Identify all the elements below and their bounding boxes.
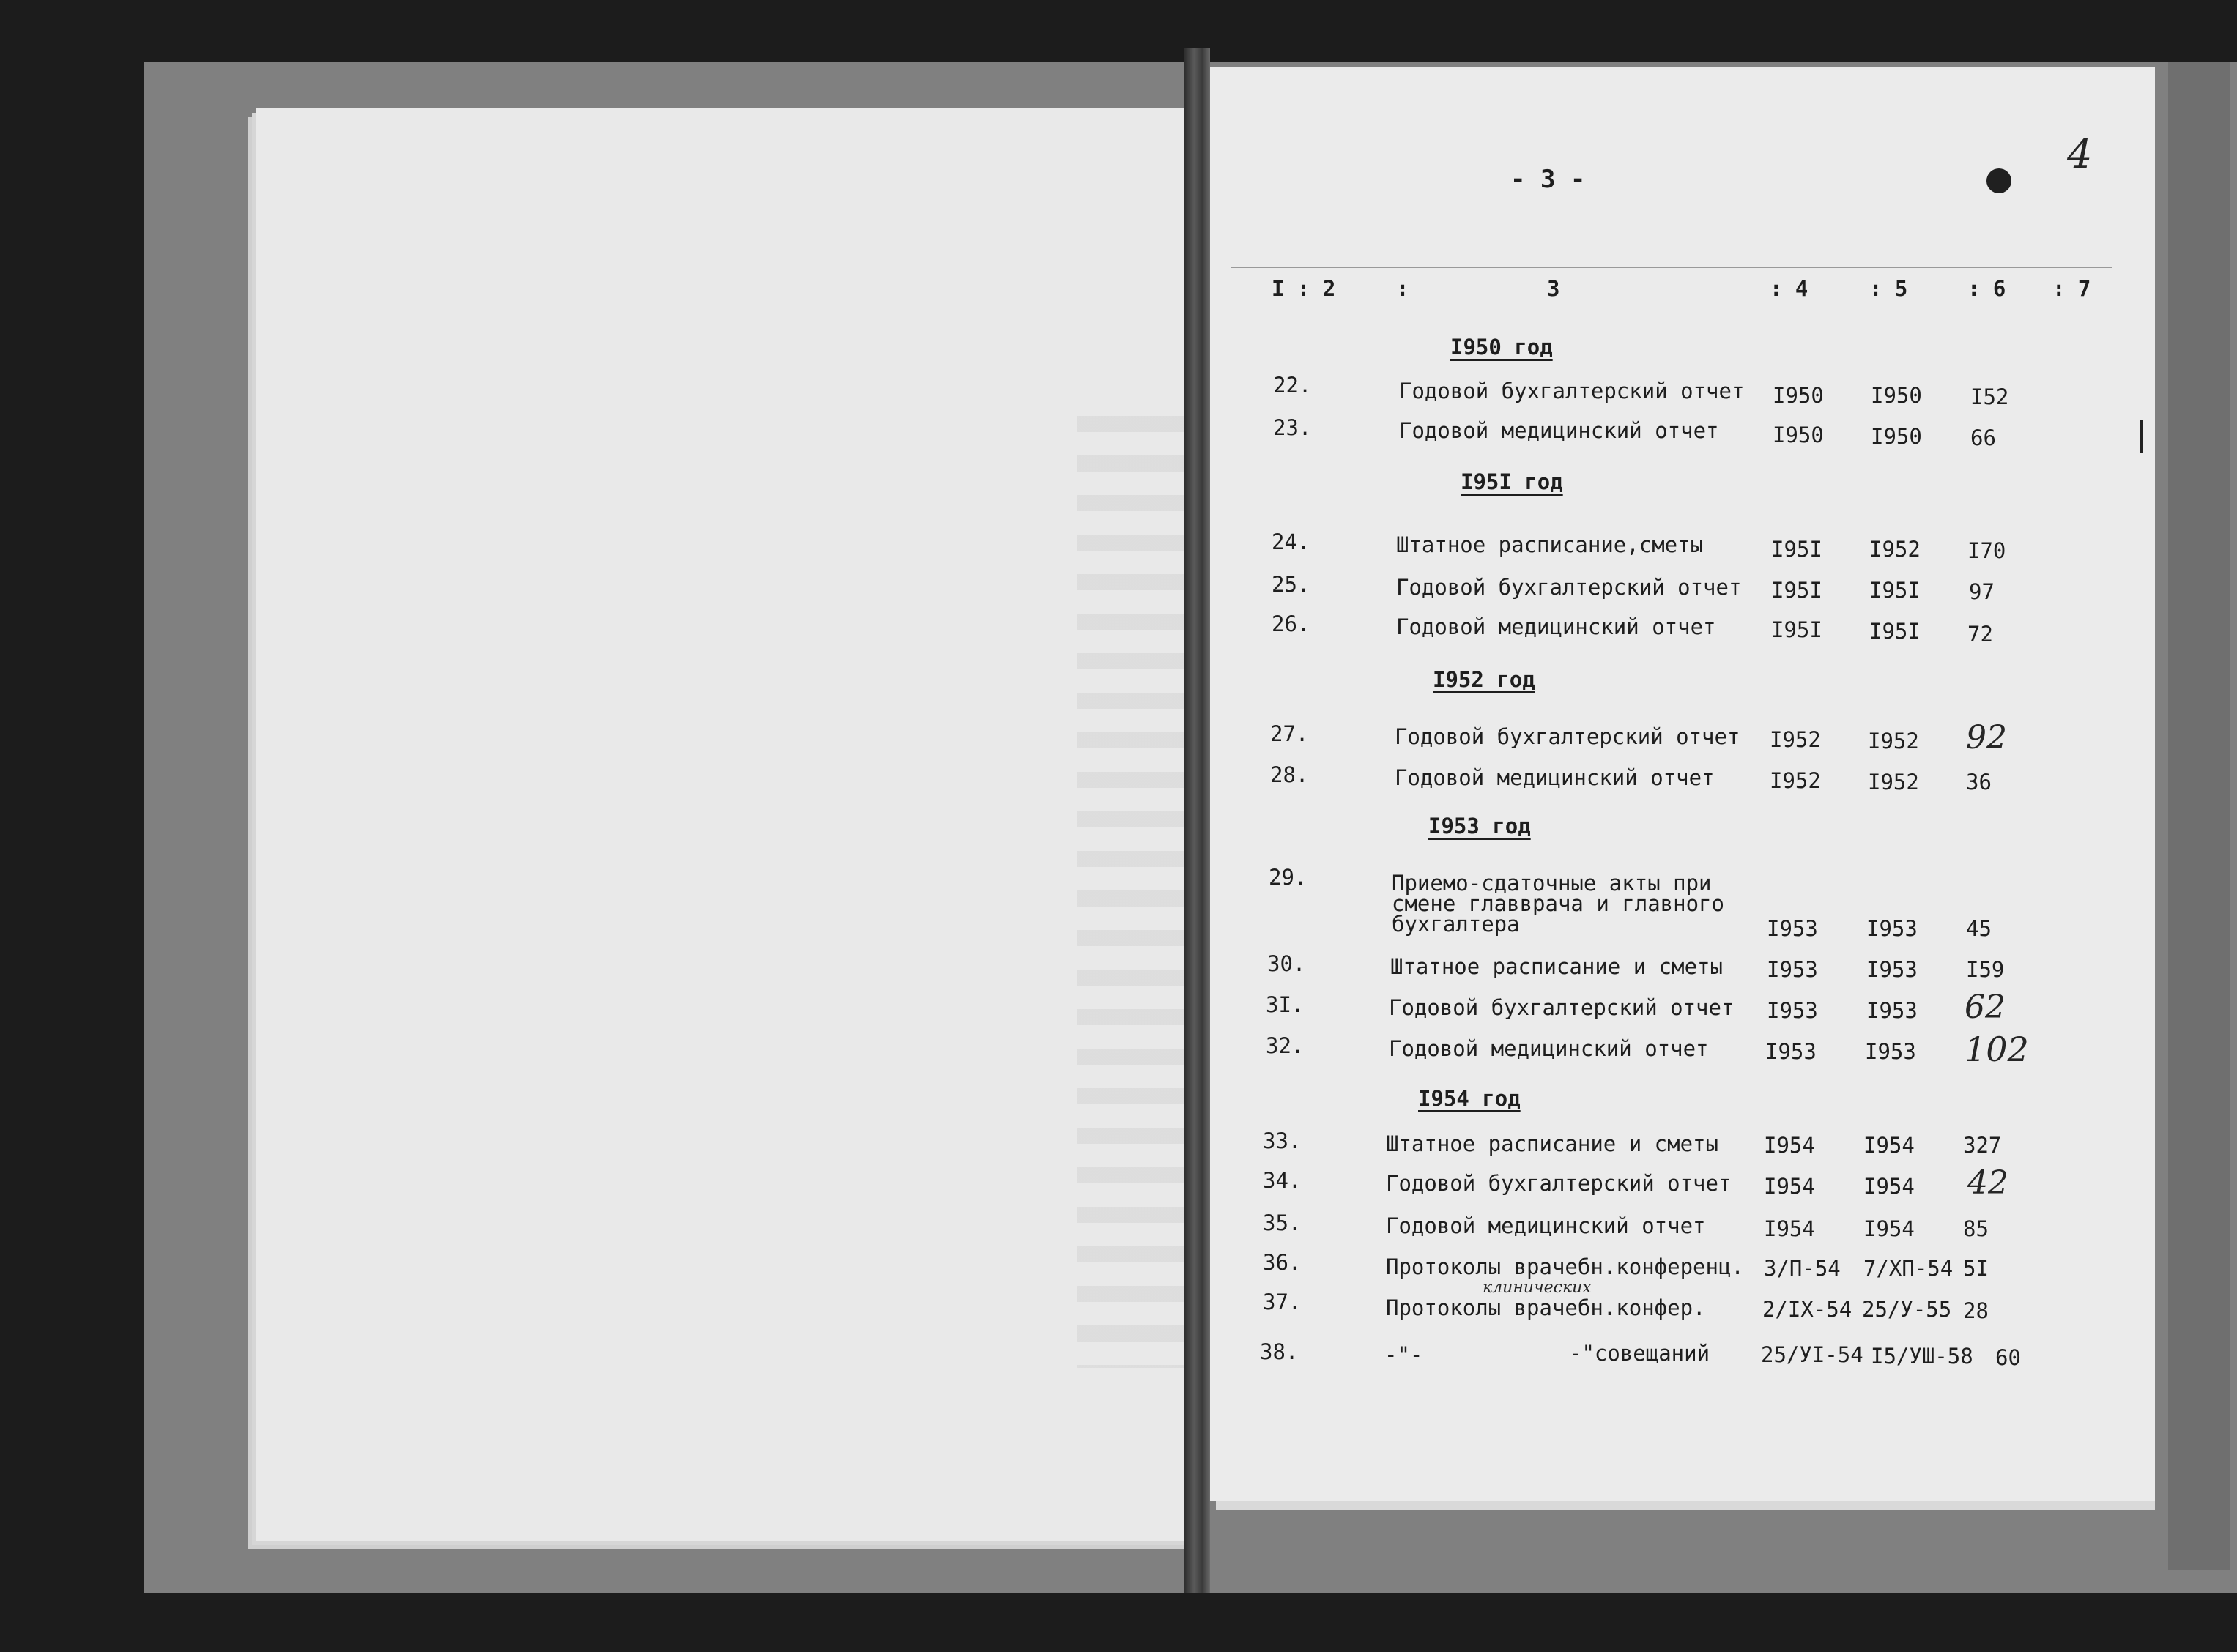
row-end-date: I952 (1869, 537, 1921, 562)
margin-pen-mark (2140, 420, 2143, 453)
row-number: 22. (1273, 373, 1312, 398)
row-start-date: 3/П-54 (1764, 1256, 1841, 1281)
row-sheet-count: 45 (1966, 916, 1992, 941)
row-sheet-count: 5I (1963, 1256, 1989, 1281)
row-sheet-count: I52 (1970, 384, 2009, 409)
row-end-date: I952 (1868, 770, 1919, 795)
row-title-line-3: бухгалтера (1392, 912, 1520, 937)
row-start-date: I953 (1767, 916, 1818, 941)
row-number: 27. (1270, 721, 1309, 746)
row-title-ditto: -"- (1384, 1342, 1423, 1367)
row-sheet-count: 85 (1963, 1216, 1989, 1241)
column-header-4: : 4 (1770, 276, 1808, 301)
row-start-date: I953 (1765, 1039, 1817, 1064)
row-sheet-count: 60 (1995, 1345, 2021, 1370)
row-sheet-count: I59 (1966, 957, 2005, 982)
column-header-7: : 7 (2052, 276, 2091, 301)
row-sheet-count: 97 (1969, 579, 1995, 604)
row-title: Годовой медицинский отчет (1399, 418, 1719, 443)
row-sheet-count: I70 (1967, 538, 2006, 563)
row-number: 25. (1272, 572, 1310, 597)
row-start-date: I95I (1771, 537, 1822, 562)
row-title: Штатное расписание и сметы (1386, 1131, 1718, 1156)
row-title: Протоколы врачебн.конференц. (1386, 1254, 1744, 1279)
folder-cover-edge (2168, 62, 2230, 1570)
row-end-date: I95I (1869, 578, 1921, 603)
row-start-date: I954 (1764, 1174, 1815, 1199)
row-title-continued: -"совещаний (1569, 1341, 1710, 1366)
row-sheet-count: 66 (1970, 425, 1996, 450)
row-title: Годовой бухгалтерский отчет (1386, 1171, 1732, 1196)
row-end-date: 25/У-55 (1862, 1297, 1952, 1322)
row-number: 24. (1272, 529, 1310, 554)
row-start-date: I954 (1764, 1133, 1815, 1158)
row-title: Годовой медицинский отчет (1396, 614, 1716, 639)
row-end-date: I95I (1869, 619, 1921, 644)
row-title: Годовой бухгалтерский отчет (1389, 995, 1735, 1020)
handwritten-insertion: клинических (1483, 1279, 1592, 1297)
row-end-date: I950 (1871, 424, 1922, 449)
row-sheet-count: 36 (1966, 770, 1992, 795)
row-sheet-count: 72 (1967, 622, 1993, 647)
row-number: 32. (1266, 1033, 1305, 1058)
section-heading-1953: I953 год (1428, 814, 1531, 838)
row-title: Годовой бухгалтерский отчет (1399, 379, 1745, 403)
row-start-date: I952 (1770, 727, 1821, 752)
row-number: 33. (1263, 1128, 1302, 1153)
folder-spine (1184, 48, 1210, 1593)
row-end-date: I952 (1868, 729, 1919, 754)
row-title: Годовой бухгалтерский отчет (1396, 575, 1742, 600)
column-header-5: : 5 (1869, 276, 1908, 301)
row-end-date: I953 (1866, 957, 1918, 982)
column-header-6: : 6 (1967, 276, 2006, 301)
row-start-date: I95I (1771, 617, 1822, 642)
row-start-date: I950 (1773, 423, 1824, 447)
row-number: 36. (1263, 1250, 1302, 1275)
row-number: 30. (1267, 951, 1306, 976)
row-end-date: I950 (1871, 383, 1922, 408)
row-title: Штатное расписание и сметы (1390, 954, 1723, 979)
row-title: Годовой медицинский отчет (1389, 1036, 1709, 1061)
column-header-sep: : (1396, 276, 1409, 301)
row-start-date: I953 (1767, 998, 1818, 1023)
row-start-date: I950 (1773, 383, 1824, 408)
row-end-date: I953 (1865, 1039, 1916, 1064)
section-heading-1950: I950 год (1450, 335, 1553, 360)
page-number: - 3 - (1510, 165, 1586, 194)
row-title: Протоколы врачебн.конфер. (1386, 1295, 1706, 1320)
row-end-date: I5/УШ-58 (1871, 1344, 1973, 1369)
row-start-date: I952 (1770, 768, 1821, 793)
row-end-date: I953 (1866, 916, 1918, 941)
row-number: 28. (1270, 762, 1309, 787)
punch-hole (1986, 168, 2011, 193)
row-number: 35. (1263, 1210, 1302, 1235)
row-number: 23. (1273, 415, 1312, 440)
section-heading-1952: I952 год (1433, 667, 1535, 692)
row-number: 38. (1260, 1339, 1299, 1364)
row-number: 29. (1269, 865, 1307, 890)
header-rule (1231, 267, 2112, 268)
row-number: 34. (1263, 1168, 1302, 1193)
row-end-date: I954 (1863, 1133, 1915, 1158)
row-title: Годовой медицинский отчет (1386, 1213, 1706, 1238)
row-end-date: 7/ХП-54 (1863, 1256, 1954, 1281)
column-header-3: 3 (1547, 276, 1560, 301)
row-sheet-count-handwritten: 62 (1965, 989, 2006, 1026)
row-start-date: I95I (1771, 578, 1822, 603)
row-title-line-2: смене главврача и главного (1392, 891, 1724, 916)
left-page-reverse (256, 108, 1206, 1541)
row-end-date: I953 (1866, 998, 1918, 1023)
row-sheet-count: 28 (1963, 1298, 1989, 1323)
row-start-date: 25/УI-54 (1761, 1342, 1863, 1367)
section-heading-1951: I95I год (1461, 469, 1563, 494)
row-end-date: I954 (1863, 1174, 1915, 1199)
row-sheet-count: 327 (1963, 1133, 2002, 1158)
row-start-date: I953 (1767, 957, 1818, 982)
row-start-date: I954 (1764, 1216, 1815, 1241)
section-heading-1954: I954 год (1418, 1086, 1521, 1111)
row-sheet-count-handwritten: 92 (1966, 719, 2007, 756)
row-sheet-count-handwritten: 42 (1967, 1164, 2008, 1202)
row-title: Годовой бухгалтерский отчет (1395, 724, 1740, 749)
row-sheet-count-handwritten: 102 (1965, 1030, 2029, 1069)
row-end-date: I954 (1863, 1216, 1915, 1241)
row-number: 37. (1263, 1290, 1302, 1314)
row-title-line-1: Приемо-сдаточные акты при (1392, 871, 1712, 896)
row-number: 26. (1272, 611, 1310, 636)
row-title: Штатное расписание,сметы (1396, 532, 1704, 557)
column-header-1-2: I : 2 (1272, 276, 1336, 301)
row-start-date: 2/IХ-54 (1762, 1297, 1852, 1322)
sheet-number-handwritten: 4 (2067, 131, 2093, 177)
row-number: 3I. (1266, 992, 1305, 1017)
row-title: Годовой медицинский отчет (1395, 765, 1715, 790)
